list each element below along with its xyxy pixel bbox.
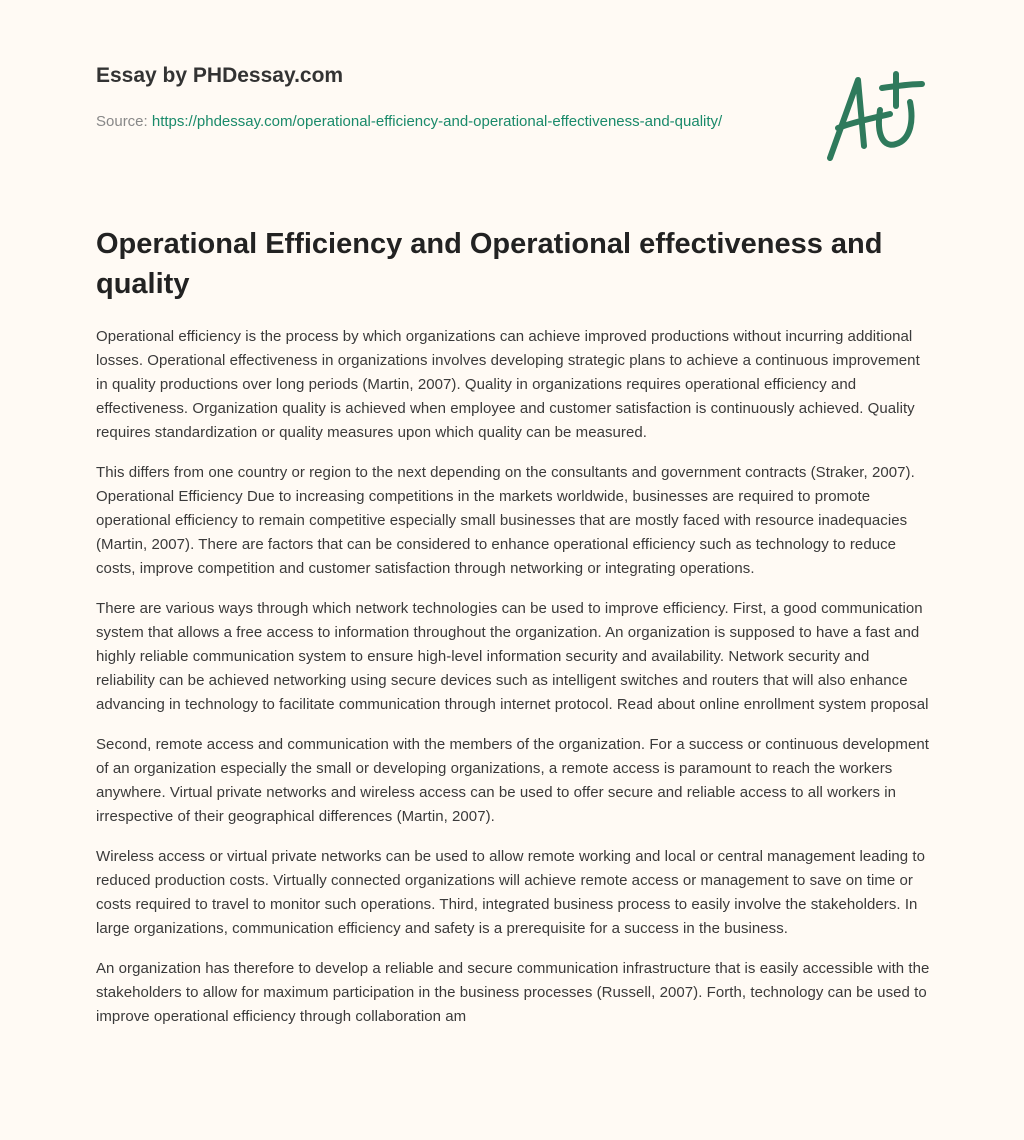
paragraph: An organization has therefore to develop a reliable and secure communication infrastructure that is easily accessible with the stakeholders to allow for maximum participation in the business processes (Russell, 2007). Forth, technology can be used to improve operational efficiency through collaboration am <box>96 960 930 1025</box>
source-label: Source: <box>96 113 148 130</box>
paragraph: Second, remote access and communication with the members of the organization. For a success or continuous development of an organization especially the small or developing organizations, a remote access is paramount to reach the workers anywhere. Virtual private networks and wireless access can be used to offer secure and reliable access to all workers in irrespective of their geographical differences (Martin, 2007). <box>96 736 929 825</box>
paragraph: This differs from one country or region to the next depending on the consultants and government contracts (Straker, 2007). Operational Efficiency Due to increasing competitions in the markets worldwide, businesses are required to promote operational efficiency to remain competitive especially small businesses that are mostly faced with resource inadequacies (Martin, 2007). There are factors that can be considered to enhance operational efficiency such as technology to reduce costs, improve competition and customer satisfaction through networking or integrating operations. <box>96 464 915 577</box>
a-plus-logo-icon <box>818 66 928 166</box>
paragraph: Wireless access or virtual private networks can be used to allow remote working and local or central management leading to reduced production costs. Virtually connected organizations will achieve remote access or management to save on time or costs required to travel to monitor such operations. Third, integrated business process to easily involve the stakeholders. In large organizations, communication efficiency and safety is a prerequisite for a success in the business. <box>96 848 925 937</box>
site-brand: Essay by PHDessay.com <box>96 64 344 87</box>
paragraph: There are various ways through which network technologies can be used to improve efficiency. First, a good communication system that allows a free access to information throughout the organization. An organization is supposed to have a fast and highly reliable communication system to ensure high-level information security and availability. Network security and reliability can be achieved networking using secure devices such as intelligent switches and routers that will also enhance advancing in technology to facilitate communication through internet protocol. Read about online enrollment system proposal <box>96 600 929 713</box>
source-line <box>96 110 776 134</box>
article-title: Operational Efficiency and Operational effectiveness and quality <box>96 228 883 300</box>
paragraph: Operational efficiency is the process by which organizations can achieve improved productions without incurring additional losses. Operational effectiveness in organizations involves developing strategic plans to achieve a continuous improvement in quality productions over long periods (Martin, 2007). Quality in organizations requires operational efficiency and effectiveness. Organization quality is achieved when employee and customer satisfaction is continuously achieved. Quality requires standardization or quality measures upon which quality can be measured. <box>96 328 920 441</box>
source-link[interactable]: https://phdessay.com/operational-efficiency-and-operational-effectiveness-and-quality/ <box>151 113 723 130</box>
article-body <box>96 325 932 1045</box>
